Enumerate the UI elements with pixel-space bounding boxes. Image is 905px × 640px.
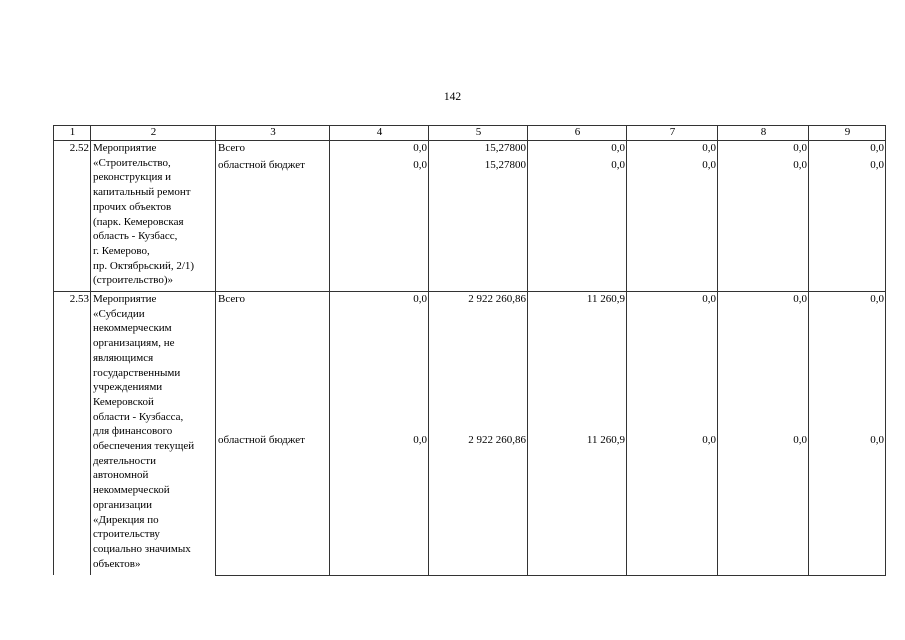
name-line: реконструкция и <box>93 171 172 184</box>
name-line: являющимся <box>93 351 154 364</box>
name-line: обеспечения текущей <box>93 440 195 453</box>
funding-source: Всего <box>216 141 330 159</box>
column-header: 7 <box>627 126 718 141</box>
value-cell: 2 922 260,86 <box>429 433 528 575</box>
value-cell: 0,0 <box>528 141 627 159</box>
value-cell: 2 922 260,86 <box>429 292 528 434</box>
row-code: 2.52 <box>54 141 91 292</box>
name-line: пр. Октябрьский, 2/1) <box>93 259 195 272</box>
value-cell: 0,0 <box>627 158 718 292</box>
value-cell: 0,0 <box>718 433 809 575</box>
row-code: 2.53 <box>54 292 91 576</box>
table-row <box>54 292 886 434</box>
column-number-row <box>54 126 886 141</box>
value-cell: 0,0 <box>718 141 809 159</box>
name-line: Мероприятие <box>93 142 157 154</box>
value-cell: 15,27800 <box>429 158 528 292</box>
name-line: государственными <box>93 366 181 379</box>
name-line: прочих объектов <box>93 200 172 213</box>
name-line: объектов» <box>93 557 141 570</box>
name-line: «Дирекция по <box>93 513 159 526</box>
funding-source: областной бюджет <box>216 158 330 292</box>
column-header: 3 <box>216 126 330 141</box>
name-line: капитальный ремонт <box>93 186 191 199</box>
page-number: 142 <box>443 91 462 103</box>
name-line: (парк. Кемеровская <box>93 215 184 228</box>
value-cell: 11 260,9 <box>528 433 627 575</box>
name-line: области - Кузбасса, <box>93 410 184 423</box>
value-cell: 11 260,9 <box>528 292 627 434</box>
name-line: «Строительство, <box>93 156 171 169</box>
measure-name <box>91 141 216 292</box>
column-header: 4 <box>330 126 429 141</box>
name-line: «Субсидии <box>93 307 145 320</box>
value-cell: 0,0 <box>809 292 886 434</box>
value-cell: 0,0 <box>528 158 627 292</box>
name-line: организациям, не <box>93 337 175 350</box>
name-line: (строительство)» <box>93 274 174 287</box>
column-header: 5 <box>429 126 528 141</box>
column-header: 6 <box>528 126 627 141</box>
name-line: некоммерческим <box>93 322 172 335</box>
funding-source: Всего <box>216 292 330 434</box>
value-cell: 0,0 <box>627 433 718 575</box>
column-header: 2 <box>91 126 216 141</box>
name-line: некоммерческой <box>93 484 170 497</box>
value-cell: 0,0 <box>330 141 429 159</box>
name-line: для финансового <box>93 425 173 438</box>
value-cell: 0,0 <box>330 158 429 292</box>
funding-source: областной бюджет <box>216 433 330 575</box>
name-line: Мероприятие <box>93 293 157 305</box>
name-line: Кемеровской <box>93 395 154 408</box>
name-line: область - Кузбасс, <box>93 230 178 243</box>
budget-table <box>53 125 886 576</box>
column-header: 9 <box>809 126 886 141</box>
value-cell: 0,0 <box>330 292 429 434</box>
value-cell: 0,0 <box>627 141 718 159</box>
value-cell: 15,27800 <box>429 141 528 159</box>
name-line: организации <box>93 498 153 511</box>
name-line: автономной <box>93 469 149 482</box>
value-cell: 0,0 <box>330 433 429 575</box>
value-cell: 0,0 <box>718 292 809 434</box>
value-cell: 0,0 <box>809 433 886 575</box>
name-line: строительству <box>93 528 160 541</box>
table-body <box>54 126 886 576</box>
column-header: 8 <box>718 126 809 141</box>
name-line: учреждениями <box>93 381 163 394</box>
table-row <box>54 141 886 159</box>
value-cell: 0,0 <box>718 158 809 292</box>
name-line: деятельности <box>93 454 156 467</box>
name-line: г. Кемерово, <box>93 244 150 257</box>
measure-name <box>91 292 216 576</box>
value-cell: 0,0 <box>627 292 718 434</box>
name-line: социально значимых <box>93 542 191 555</box>
column-header: 1 <box>54 126 91 141</box>
value-cell: 0,0 <box>809 158 886 292</box>
value-cell: 0,0 <box>809 141 886 159</box>
